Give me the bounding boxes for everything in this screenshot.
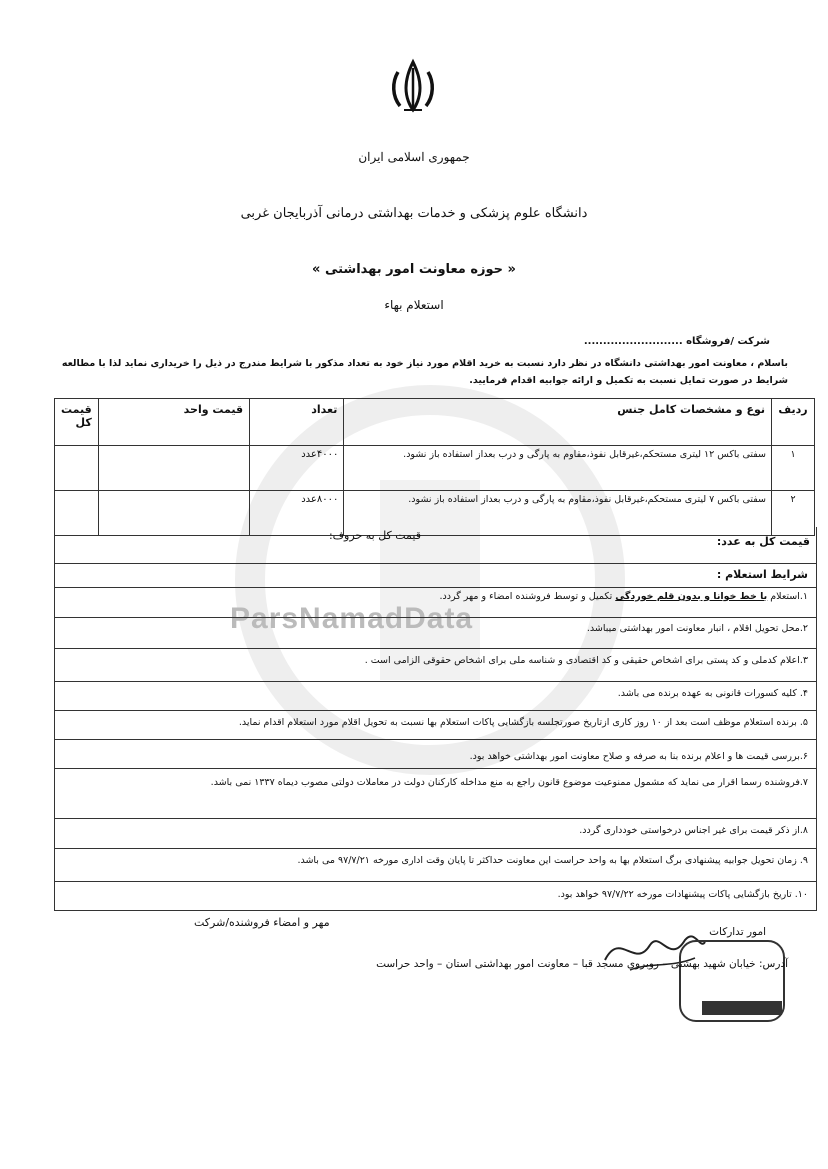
- table-header-row: [55, 399, 815, 446]
- divider: [55, 739, 816, 740]
- row-quantity: ۴۰۰۰عدد: [250, 446, 344, 491]
- address-line: آدرس: خیابان شهید بهشتی – روبروی مسجد قبا – معاونت امور بهداشتی استان – واحد حراست: [376, 958, 788, 970]
- condition-1-post: تکمیل و توسط فروشنده امضاء و مهر گردد.: [439, 591, 616, 602]
- iran-emblem-icon: [386, 58, 440, 114]
- conditions-title: شرایط استعلام :: [716, 568, 808, 581]
- divider: [55, 681, 816, 682]
- condition-3: ۳.اعلام کدملی و کد پستی برای اشخاص حقیقی و کد اقتصادی و شناسه ملی برای اشخاص حقوقی الزامی است .: [364, 655, 808, 666]
- totals-box: [54, 527, 817, 564]
- row-quantity: ۸۰۰۰عدد: [250, 491, 344, 536]
- condition-10: ۱۰. تاریخ بازگشایی پاکات پیشنهادات مورخه ۹۷/۷/۲۲ خواهد بود.: [557, 889, 808, 900]
- condition-5: ۵. برنده استعلام موظف است بعد از ۱۰ روز کاری ازتاریخ صورتجلسه بازگشایی پاکات استعلام بها نسبت به تحویل اقلام مورد استعلام اقدام نماید.: [238, 717, 808, 728]
- header-quantity: تعداد: [250, 399, 344, 446]
- divider: [55, 648, 816, 649]
- university-name: دانشگاه علوم پزشکی و خدمات بهداشتی درمانی آذربایجان غربی: [240, 206, 588, 221]
- divider: [55, 881, 816, 882]
- divider: [55, 617, 816, 618]
- company-line: شرکت /فروشگاه ..........................: [583, 336, 770, 347]
- condition-1-underlined: با خط خوانا و بدون قلم خوردگی: [615, 591, 768, 602]
- row-description: سفتی باکس ۷ لیتری مستحکم،غیرقابل نفوذ،مقاوم به پارگی و درب بعداز استفاده باز نشود.: [344, 491, 772, 536]
- row-number: ۲: [772, 491, 815, 536]
- row-unit-price[interactable]: [98, 446, 249, 491]
- total-words-label: قیمت کل به حروف:: [328, 529, 421, 542]
- divider: [55, 818, 816, 819]
- condition-9: ۹. زمان تحویل جوابیه پیشنهادی برگ استعلام بها به واحد حراست این معاونت حداکثر تا پایان وقت اداری مورخه ۹۷/۷/۲۱ می باشد.: [297, 855, 808, 866]
- header-row-num: ردیف: [772, 399, 815, 446]
- header-total-price: قیمت کل: [55, 399, 99, 446]
- condition-6: ۶.بررسی قیمت ها و اعلام برنده بنا به صرفه و صلاح معاونت امور بهداشتی خواهد بود.: [469, 751, 808, 762]
- condition-1-pre: ۱.استعلام: [767, 591, 808, 602]
- row-total-price[interactable]: [55, 446, 99, 491]
- divider: [55, 848, 816, 849]
- header-unit-price: قیمت واحد: [98, 399, 249, 446]
- intro-paragraph: باسلام ، معاونت امور بهداشتی دانشگاه در نظر دارد نسبت به خرید اقلام مورد نیاز خود به تعداد مذکور با شرایط مندرج در ذیل را خریداری نماید لذا با مطالعه شرایط در صورت تمایل نسبت به تکمیل و ارائه جوابیه اقدام فرمایید.: [61, 358, 788, 386]
- department-title: « حوزه معاونت امور بهداشتی »: [312, 262, 516, 277]
- condition-2: ۲.محل تحویل اقلام ، انبار معاونت امور بهداشتی میباشد.: [586, 623, 808, 634]
- condition-7: ۷.فروشنده رسما اقرار می نماید که مشمول ممنوعیت موضوع قانون راجع به منع مداخله کارکنان دولت در معاملات دولتی مصوب دیماه ۱۳۳۷ نمی باشد.: [210, 777, 808, 788]
- row-number: ۱: [772, 446, 815, 491]
- divider: [55, 587, 816, 588]
- divider: [55, 768, 816, 769]
- republic-title: جمهوری اسلامی ایران: [358, 150, 470, 164]
- seller-signature-label: مهر و امضاء فروشنده/شرکت: [194, 916, 330, 929]
- official-stamp-icon: [672, 935, 792, 1027]
- total-numeric-label: قیمت کل به عدد:: [716, 535, 810, 548]
- procurement-signature-label: امور تدارکات: [709, 926, 766, 938]
- divider: [55, 710, 816, 711]
- items-table: [54, 398, 815, 536]
- conditions-block: [54, 563, 817, 911]
- header-description: نوع و مشخصات کامل جنس: [344, 399, 772, 446]
- condition-8: ۸.از ذکر قیمت برای غیر اجناس درخواستی خودداری گردد.: [579, 825, 808, 836]
- condition-1: [440, 591, 809, 602]
- document-type: استعلام بهاء: [384, 298, 444, 312]
- row-description: سفتی باکس ۱۲ لیتری مستحکم،غیرقابل نفوذ،مقاوم به پارگی و درب بعداز استفاده باز نشود.: [344, 446, 772, 491]
- table-row: [55, 446, 815, 491]
- watermark-text: ParsNamadData: [230, 602, 474, 635]
- condition-4: ۴. کلیه کسورات قانونی به عهده برنده می باشد.: [617, 688, 808, 699]
